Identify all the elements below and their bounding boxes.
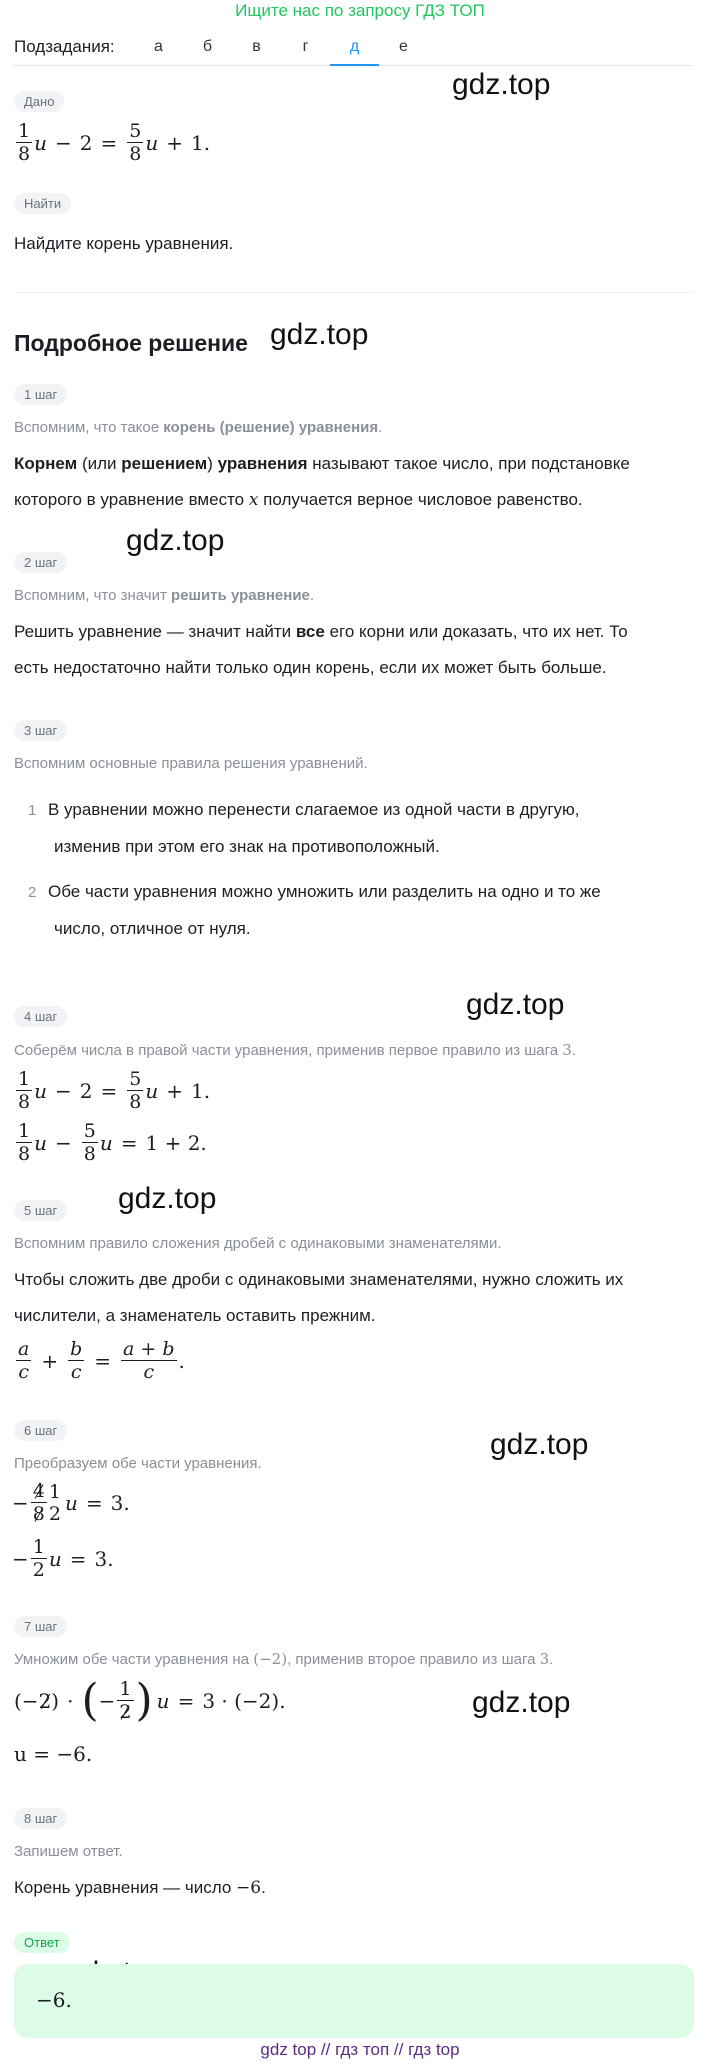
tab-e[interactable]: е <box>399 37 408 55</box>
find-text: Найдите корень уравнения. <box>14 234 234 253</box>
tab-g[interactable]: г <box>302 37 309 55</box>
solution-title: Подробное решение <box>14 330 248 356</box>
watermark: gdz.top <box>466 988 565 1021</box>
step-badge: 4 шаг <box>14 1006 67 1027</box>
watermark: gdz.top <box>472 1686 571 1719</box>
fraction-rule: $\frac{a}{c}$ + $\frac{b}{c}$ = $\frac{a + b}{c}$ . <box>18 1338 185 1383</box>
equation-line: $\frac{1}{8}$ u − 2 = $\frac{5}{8}$ u + 1 . <box>18 1068 211 1113</box>
step-badge: 2 шаг <box>14 552 67 573</box>
step-hint: Умножим обе части уравнения на (−2), применив второе правило из шага 3. <box>14 1650 554 1668</box>
rule-list-item: 1 В уравнении можно перенести слагаемое из одной части в другую, изменив при этом его знак на противоположный. <box>28 800 580 856</box>
given-equation: $\frac{1}{8}$ u − 2 = $\frac{5}{8}$ u + 1 . <box>18 120 211 165</box>
answer-value: −6. <box>36 1988 72 2012</box>
step-hint: Вспомним, что значит решить уравнение. <box>14 587 315 604</box>
subtasks-bar <box>14 28 694 66</box>
equation-line: (− 2 ) · ( − $\frac{1}{2}$ ) u = 3 · (−2) . <box>14 1674 286 1726</box>
answer-box <box>14 1964 694 2038</box>
answer-badge: Ответ <box>14 1932 70 1953</box>
divider <box>14 292 694 293</box>
step-badge: 6 шаг <box>14 1420 67 1441</box>
tab-a[interactable]: а <box>154 37 163 55</box>
tab-d[interactable]: д <box>330 28 379 66</box>
step-text: Решить уравнение — значит найти все его корни или доказать, что их нет. То есть недостаточно найти только один корень, если их может быть больше. <box>14 622 628 677</box>
subtasks-label: Подзадания: <box>14 36 115 56</box>
step-hint: Соберём числа в правой части уравнения, применив первое правило из шага 3. <box>14 1041 577 1059</box>
equation-line: − $\frac{1}{2}$ u = 3 . <box>12 1536 114 1581</box>
watermark: gdz.top <box>490 1428 589 1461</box>
watermark: gdz.top <box>118 1182 217 1215</box>
tab-v[interactable]: в <box>252 37 261 55</box>
step-text: Корнем (или решением) уравнения называют такое число, при подстановке которого в уравнение вместо x получается верное числовое равенство. <box>14 454 630 510</box>
step-badge: 5 шаг <box>14 1200 67 1221</box>
step-badge: 7 шаг <box>14 1616 67 1637</box>
step-badge: 8 шаг <box>14 1808 67 1829</box>
equation-line: − $\frac{4}{8}$ 1 2 u = 3 . <box>12 1480 130 1525</box>
step-hint: Вспомним правило сложения дробей с одинаковыми знаменателями. <box>14 1235 502 1252</box>
step-text: Корень уравнения — число −6. <box>14 1878 266 1898</box>
footer-links[interactable]: gdz top // гдз топ // гдз top <box>260 2040 460 2059</box>
step-hint: Преобразуем обе части уравнения. <box>14 1455 262 1472</box>
watermark: gdz.top <box>270 318 369 351</box>
tab-b[interactable]: б <box>202 37 213 55</box>
watermark: gdz.top <box>452 68 551 101</box>
step-text: Чтобы сложить две дроби с одинаковыми знаменателями, нужно сложить их числители, а знаменатель оставить прежним. <box>14 1270 624 1325</box>
given-badge: Дано <box>14 91 64 112</box>
step-hint: Запишем ответ. <box>14 1843 123 1860</box>
step-badge: 1 шаг <box>14 384 67 405</box>
watermark: gdz.top <box>126 524 225 557</box>
equation-line: u = −6. <box>14 1742 93 1766</box>
step-hint: Вспомним основные правила решения уравнений. <box>14 755 368 772</box>
rule-list-item: 2 Обе части уравнения можно умножить или разделить на одно и то же число, отличное от нуля. <box>28 882 601 938</box>
find-badge: Найти <box>14 193 71 214</box>
equation-line: $\frac{1}{8}$ u − $\frac{5}{8}$ u = 1 + 2 . <box>18 1120 207 1165</box>
search-banner: Ищите нас по запросу ГДЗ ТОП <box>235 1 485 20</box>
step-hint: Вспомним, что такое корень (решение) уравнения. <box>14 419 383 436</box>
step-badge: 3 шаг <box>14 720 67 741</box>
